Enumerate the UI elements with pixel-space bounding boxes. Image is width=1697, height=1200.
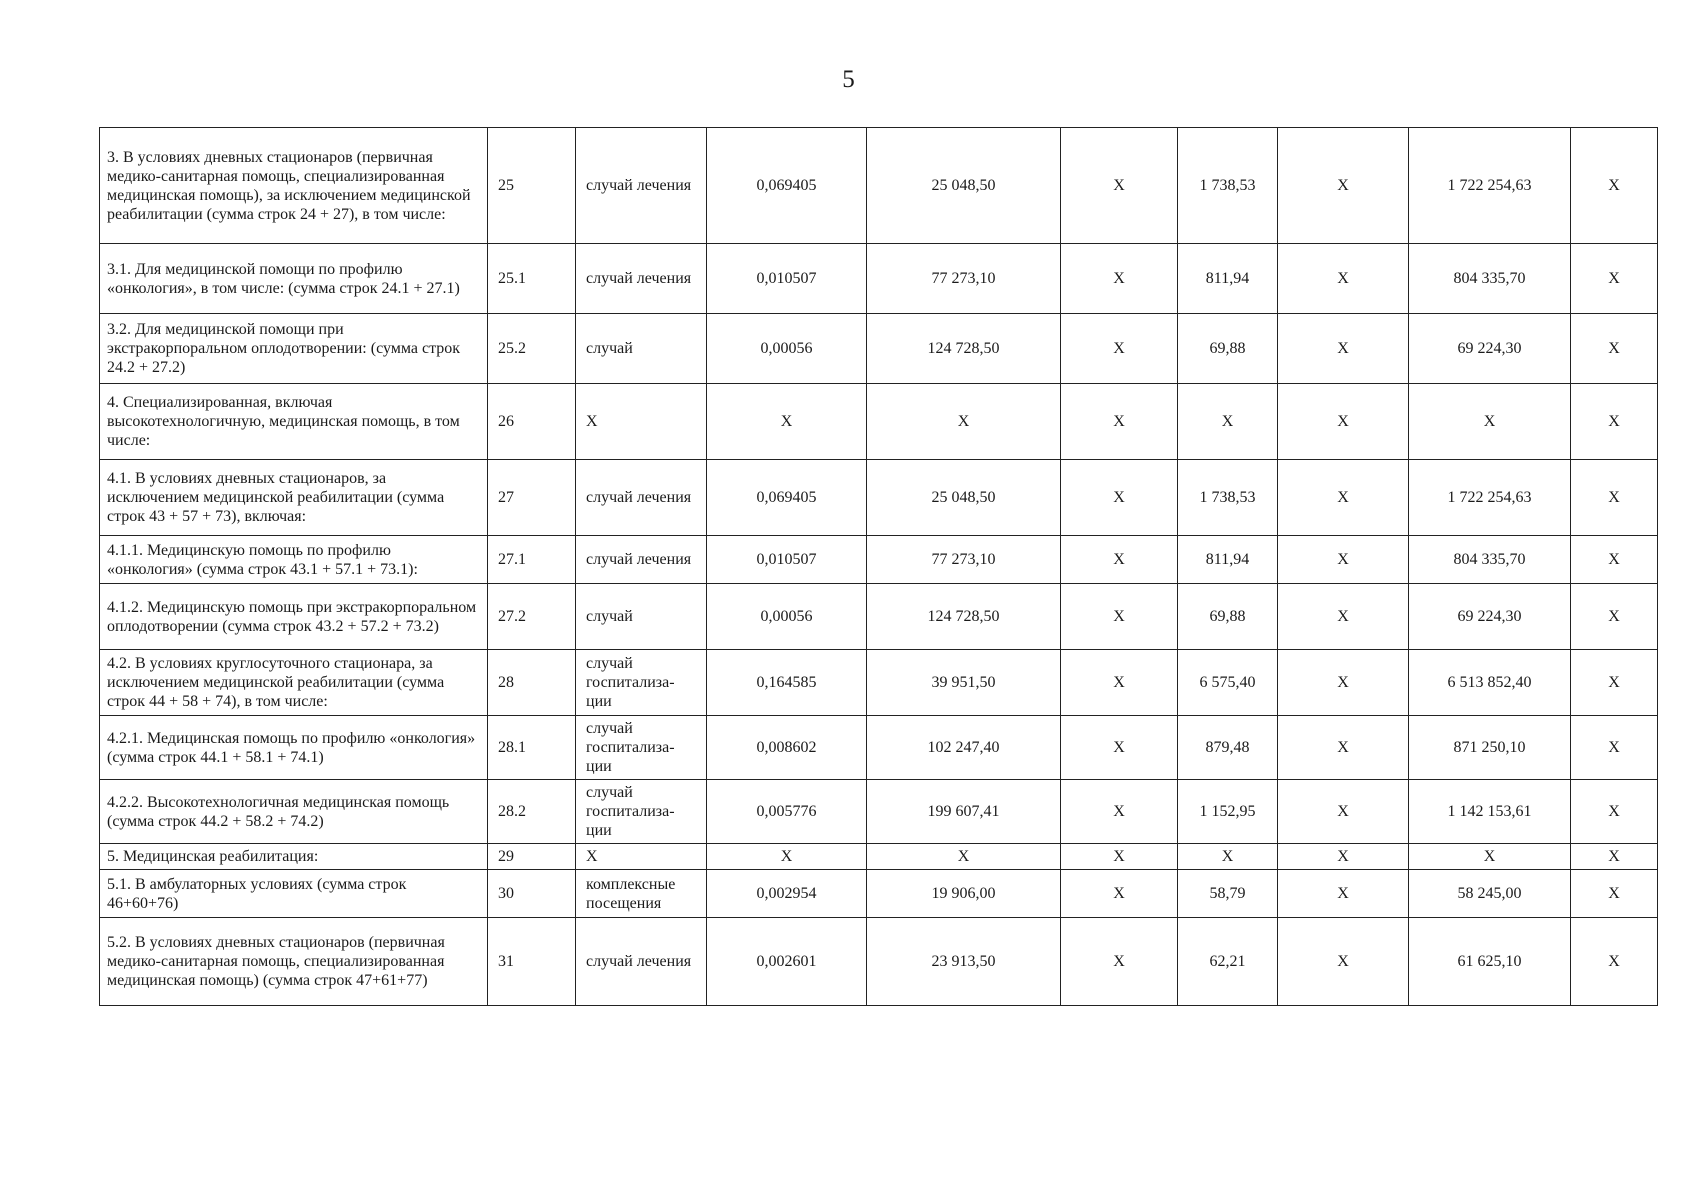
cost-cell: X bbox=[867, 844, 1061, 870]
col10-cell: X bbox=[1571, 460, 1658, 536]
row-name-cell: 4.1.2. Медицинскую помощь при экстракорпоральном оплодотворении (сумма строк 43.2 + 57.2 + 73.2) bbox=[100, 584, 488, 650]
col8-cell: X bbox=[1278, 716, 1409, 780]
col7-cell: 69,88 bbox=[1178, 314, 1278, 384]
col7-cell: 1 738,53 bbox=[1178, 460, 1278, 536]
col8-cell: X bbox=[1278, 844, 1409, 870]
col6-cell: X bbox=[1061, 844, 1178, 870]
line-number-cell: 27.2 bbox=[488, 584, 576, 650]
col7-cell: 811,94 bbox=[1178, 536, 1278, 584]
col9-cell: 69 224,30 bbox=[1409, 314, 1571, 384]
cost-cell: 77 273,10 bbox=[867, 244, 1061, 314]
col6-cell: X bbox=[1061, 244, 1178, 314]
col7-cell: 69,88 bbox=[1178, 584, 1278, 650]
cost-cell: 124 728,50 bbox=[867, 314, 1061, 384]
line-number-cell: 25.2 bbox=[488, 314, 576, 384]
col10-cell: X bbox=[1571, 536, 1658, 584]
unit-cell: случай госпитализа-ции bbox=[576, 650, 707, 716]
norm-cell: 0,00056 bbox=[707, 314, 867, 384]
cost-cell: 25 048,50 bbox=[867, 128, 1061, 244]
table-row bbox=[100, 716, 1658, 780]
col8-cell: X bbox=[1278, 870, 1409, 918]
line-number-cell: 25 bbox=[488, 128, 576, 244]
table-row bbox=[100, 844, 1658, 870]
col8-cell: X bbox=[1278, 584, 1409, 650]
col8-cell: X bbox=[1278, 244, 1409, 314]
line-number-cell: 25.1 bbox=[488, 244, 576, 314]
col6-cell: X bbox=[1061, 716, 1178, 780]
line-number-cell: 27 bbox=[488, 460, 576, 536]
col8-cell: X bbox=[1278, 384, 1409, 460]
line-number-cell: 28.2 bbox=[488, 780, 576, 844]
table-row bbox=[100, 128, 1658, 244]
norm-cell: 0,002601 bbox=[707, 918, 867, 1006]
unit-cell: случай госпитализа-ции bbox=[576, 780, 707, 844]
cost-cell: X bbox=[867, 384, 1061, 460]
line-number-cell: 26 bbox=[488, 384, 576, 460]
col6-cell: X bbox=[1061, 584, 1178, 650]
cost-cell: 102 247,40 bbox=[867, 716, 1061, 780]
unit-cell: случай bbox=[576, 584, 707, 650]
table-row bbox=[100, 780, 1658, 844]
col10-cell: X bbox=[1571, 128, 1658, 244]
norm-cell: 0,010507 bbox=[707, 536, 867, 584]
col6-cell: X bbox=[1061, 536, 1178, 584]
cost-cell: 199 607,41 bbox=[867, 780, 1061, 844]
unit-cell: X bbox=[576, 384, 707, 460]
norm-cell: X bbox=[707, 844, 867, 870]
col9-cell: 1 142 153,61 bbox=[1409, 780, 1571, 844]
unit-cell: случай лечения bbox=[576, 128, 707, 244]
col6-cell: X bbox=[1061, 650, 1178, 716]
line-number-cell: 28.1 bbox=[488, 716, 576, 780]
cost-cell: 25 048,50 bbox=[867, 460, 1061, 536]
table-row bbox=[100, 244, 1658, 314]
col10-cell: X bbox=[1571, 844, 1658, 870]
col10-cell: X bbox=[1571, 780, 1658, 844]
col10-cell: X bbox=[1571, 870, 1658, 918]
table-row bbox=[100, 384, 1658, 460]
line-number-cell: 27.1 bbox=[488, 536, 576, 584]
col8-cell: X bbox=[1278, 314, 1409, 384]
cost-cell: 39 951,50 bbox=[867, 650, 1061, 716]
unit-cell: случай лечения bbox=[576, 918, 707, 1006]
col8-cell: X bbox=[1278, 128, 1409, 244]
col10-cell: X bbox=[1571, 244, 1658, 314]
norm-cell: 0,069405 bbox=[707, 128, 867, 244]
col6-cell: X bbox=[1061, 870, 1178, 918]
row-name-cell: 4.1. В условиях дневных стационаров, за исключением медицинской реабилитации (сумма строк 43 + 57 + 73), включая: bbox=[100, 460, 488, 536]
row-name-cell: 4. Специализированная, включая высокотехнологичную, медицинская помощь, в том числе: bbox=[100, 384, 488, 460]
col9-cell: X bbox=[1409, 844, 1571, 870]
line-number-cell: 29 bbox=[488, 844, 576, 870]
row-name-cell: 5.2. В условиях дневных стационаров (первичная медико-санитарная помощь, специализированная медицинская помощь) (сумма строк 47+61+77) bbox=[100, 918, 488, 1006]
col6-cell: X bbox=[1061, 128, 1178, 244]
unit-cell: случай лечения bbox=[576, 460, 707, 536]
table-row bbox=[100, 536, 1658, 584]
col9-cell: 1 722 254,63 bbox=[1409, 460, 1571, 536]
col7-cell: 811,94 bbox=[1178, 244, 1278, 314]
col10-cell: X bbox=[1571, 650, 1658, 716]
col6-cell: X bbox=[1061, 780, 1178, 844]
col8-cell: X bbox=[1278, 780, 1409, 844]
col7-cell: X bbox=[1178, 384, 1278, 460]
table-row bbox=[100, 870, 1658, 918]
col6-cell: X bbox=[1061, 384, 1178, 460]
col9-cell: 804 335,70 bbox=[1409, 244, 1571, 314]
col8-cell: X bbox=[1278, 460, 1409, 536]
table-row bbox=[100, 460, 1658, 536]
col7-cell: 58,79 bbox=[1178, 870, 1278, 918]
row-name-cell: 4.2. В условиях круглосуточного стационара, за исключением медицинской реабилитации (сумма строк 44 + 58 + 74), в том числе: bbox=[100, 650, 488, 716]
row-name-cell: 5. Медицинская реабилитация: bbox=[100, 844, 488, 870]
unit-cell: случай госпитализа-ции bbox=[576, 716, 707, 780]
row-name-cell: 3.2. Для медицинской помощи при экстракорпоральном оплодотворении: (сумма строк 24.2 + 27.2) bbox=[100, 314, 488, 384]
col7-cell: 1 738,53 bbox=[1178, 128, 1278, 244]
col7-cell: 879,48 bbox=[1178, 716, 1278, 780]
line-number-cell: 28 bbox=[488, 650, 576, 716]
table-body bbox=[100, 128, 1658, 1006]
norm-cell: 0,002954 bbox=[707, 870, 867, 918]
unit-cell: комплексные посещения bbox=[576, 870, 707, 918]
unit-cell: случай bbox=[576, 314, 707, 384]
col9-cell: 61 625,10 bbox=[1409, 918, 1571, 1006]
table-row bbox=[100, 314, 1658, 384]
table-row bbox=[100, 650, 1658, 716]
row-name-cell: 3.1. Для медицинской помощи по профилю «онкология», в том числе: (сумма строк 24.1 + 27.1) bbox=[100, 244, 488, 314]
col10-cell: X bbox=[1571, 584, 1658, 650]
col9-cell: 6 513 852,40 bbox=[1409, 650, 1571, 716]
unit-cell: X bbox=[576, 844, 707, 870]
col9-cell: 58 245,00 bbox=[1409, 870, 1571, 918]
row-name-cell: 5.1. В амбулаторных условиях (сумма строк 46+60+76) bbox=[100, 870, 488, 918]
row-name-cell: 4.1.1. Медицинскую помощь по профилю «онкология» (сумма строк 43.1 + 57.1 + 73.1): bbox=[100, 536, 488, 584]
row-name-cell: 4.2.2. Высокотехнологичная медицинская помощь (сумма строк 44.2 + 58.2 + 74.2) bbox=[100, 780, 488, 844]
col7-cell: 1 152,95 bbox=[1178, 780, 1278, 844]
col8-cell: X bbox=[1278, 536, 1409, 584]
col6-cell: X bbox=[1061, 460, 1178, 536]
cost-cell: 23 913,50 bbox=[867, 918, 1061, 1006]
norm-cell: 0,010507 bbox=[707, 244, 867, 314]
norm-cell: 0,005776 bbox=[707, 780, 867, 844]
col6-cell: X bbox=[1061, 918, 1178, 1006]
table-row bbox=[100, 584, 1658, 650]
row-name-cell: 3. В условиях дневных стационаров (первичная медико-санитарная помощь, специализированная медицинская помощь), за исключением медицинской реабилитации (сумма строк 24 + 27), в том числе: bbox=[100, 128, 488, 244]
line-number-cell: 31 bbox=[488, 918, 576, 1006]
col7-cell: 62,21 bbox=[1178, 918, 1278, 1006]
norm-cell: 0,00056 bbox=[707, 584, 867, 650]
unit-cell: случай лечения bbox=[576, 536, 707, 584]
col9-cell: 804 335,70 bbox=[1409, 536, 1571, 584]
col8-cell: X bbox=[1278, 650, 1409, 716]
row-name-cell: 4.2.1. Медицинская помощь по профилю «онкология» (сумма строк 44.1 + 58.1 + 74.1) bbox=[100, 716, 488, 780]
col10-cell: X bbox=[1571, 384, 1658, 460]
col9-cell: 69 224,30 bbox=[1409, 584, 1571, 650]
col7-cell: 6 575,40 bbox=[1178, 650, 1278, 716]
norm-cell: 0,164585 bbox=[707, 650, 867, 716]
norm-cell: X bbox=[707, 384, 867, 460]
cost-cell: 77 273,10 bbox=[867, 536, 1061, 584]
table-row bbox=[100, 918, 1658, 1006]
col6-cell: X bbox=[1061, 314, 1178, 384]
col9-cell: 1 722 254,63 bbox=[1409, 128, 1571, 244]
col8-cell: X bbox=[1278, 918, 1409, 1006]
page-number: 5 bbox=[842, 66, 855, 93]
unit-cell: случай лечения bbox=[576, 244, 707, 314]
norm-cell: 0,008602 bbox=[707, 716, 867, 780]
col7-cell: X bbox=[1178, 844, 1278, 870]
cost-cell: 124 728,50 bbox=[867, 584, 1061, 650]
standards-table bbox=[99, 127, 1658, 1006]
col9-cell: X bbox=[1409, 384, 1571, 460]
cost-cell: 19 906,00 bbox=[867, 870, 1061, 918]
col10-cell: X bbox=[1571, 314, 1658, 384]
col10-cell: X bbox=[1571, 918, 1658, 1006]
col10-cell: X bbox=[1571, 716, 1658, 780]
col9-cell: 871 250,10 bbox=[1409, 716, 1571, 780]
line-number-cell: 30 bbox=[488, 870, 576, 918]
norm-cell: 0,069405 bbox=[707, 460, 867, 536]
